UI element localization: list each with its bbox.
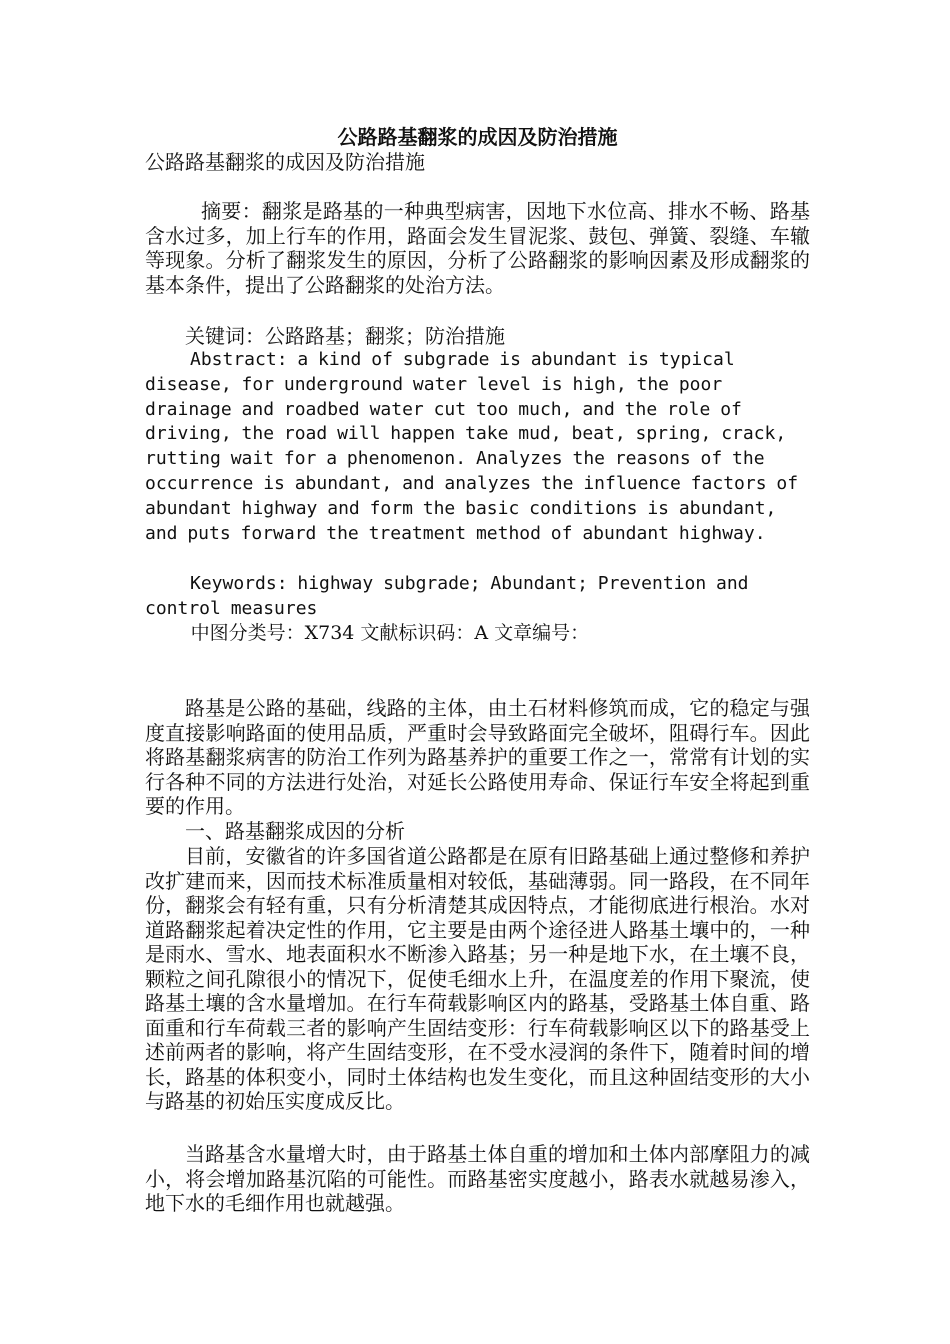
abstract-english: Abstract: a kind of subgrade is abundant is typical disease, for underground water level is high, the poor drainage and roadbed water cut too much, and the role of driving, the road will happen take mud, beat, spring, crack, rutting wait for a phenomenon. Analyzes the reasons of the occurrence is abundant, and analyzes the influence factors of abundant highway and form the basic conditions is abundant, and puts forward the treatment method of abundant highway. [145, 349, 799, 544]
section-heading-1: 一、路基翻浆成因的分析 [185, 819, 405, 843]
keywords-english: Keywords: highway subgrade; Abundant; Prevention and control measures [145, 573, 749, 619]
body-paragraph-intro: 路基是公路的基础，线路的主体，由土石材料修筑而成，它的稳定与强度直接影响路面的使用品质，严重时会导致路面完全破坏，阻碍行车。因此将路基翻浆病害的防治工作列为路基养护的重要工作之一，常常有计划的实行各种不同的方法进行处治，对延长公路使用寿命、保证行车安全将起到重要的作用。 [145, 696, 810, 818]
document-title: 公路路基翻浆的成因及防治措施 [337, 125, 618, 149]
abstract-chinese: 摘要：翻浆是路基的一种典型病害，因地下水位高、排水不畅、路基含水过多，加上行车的作用，路面会发生冒泥浆、鼓包、弹簧、裂缝、车辙等现象。分析了翻浆发生的原因，分析了公路翻浆的影响因素及形成翻浆的基本条件，提出了公路翻浆的处治方法。 [145, 199, 810, 297]
keywords-chinese: 关键词：公路路基；翻浆；防治措施 [185, 324, 505, 348]
body-paragraph-causes: 目前，安徽省的许多国省道公路都是在原有旧路基础上通过整修和养护改扩建而来，因而技术标准质量相对较低，基础薄弱。同一路段，在不同年份，翻浆会有轻有重，只有分析清楚其成因特点，才能彻底进行根治。水对道路翻浆起着决定性的作用，它主要是由两个途径进人路基土壤中的，一种是雨水、雪水、地表面积水不断渗入路基；另一种是地下水，在土壤不良，颗粒之间孔隙很小的情况下，促使毛细水上升，在温度差的作用下聚流，使路基土壤的含水量增加。在行车荷载影响区内的路基，受路基土体自重、路面重和行车荷载三者的影响产生固结变形：行车荷载影响区以下的路基受上述前两者的影响，将产生固结变形，在不受水浸润的条件下，随着时间的增长，路基的体积变小，同时土体结构也发生变化，而且这种固结变形的大小与路基的初始压实度成反比。 [145, 844, 810, 1113]
classification-line: 中图分类号：X734 文献标识码：A 文章编号： [190, 622, 590, 644]
document-subtitle: 公路路基翻浆的成因及防治措施 [145, 150, 425, 174]
body-paragraph-moisture: 当路基含水量增大时，由于路基土体自重的增加和土体内部摩阻力的减小，将会增加路基沉陷的可能性。而路基密实度越小，路表水就越易渗入，地下水的毛细作用也就越强。 [145, 1142, 810, 1215]
